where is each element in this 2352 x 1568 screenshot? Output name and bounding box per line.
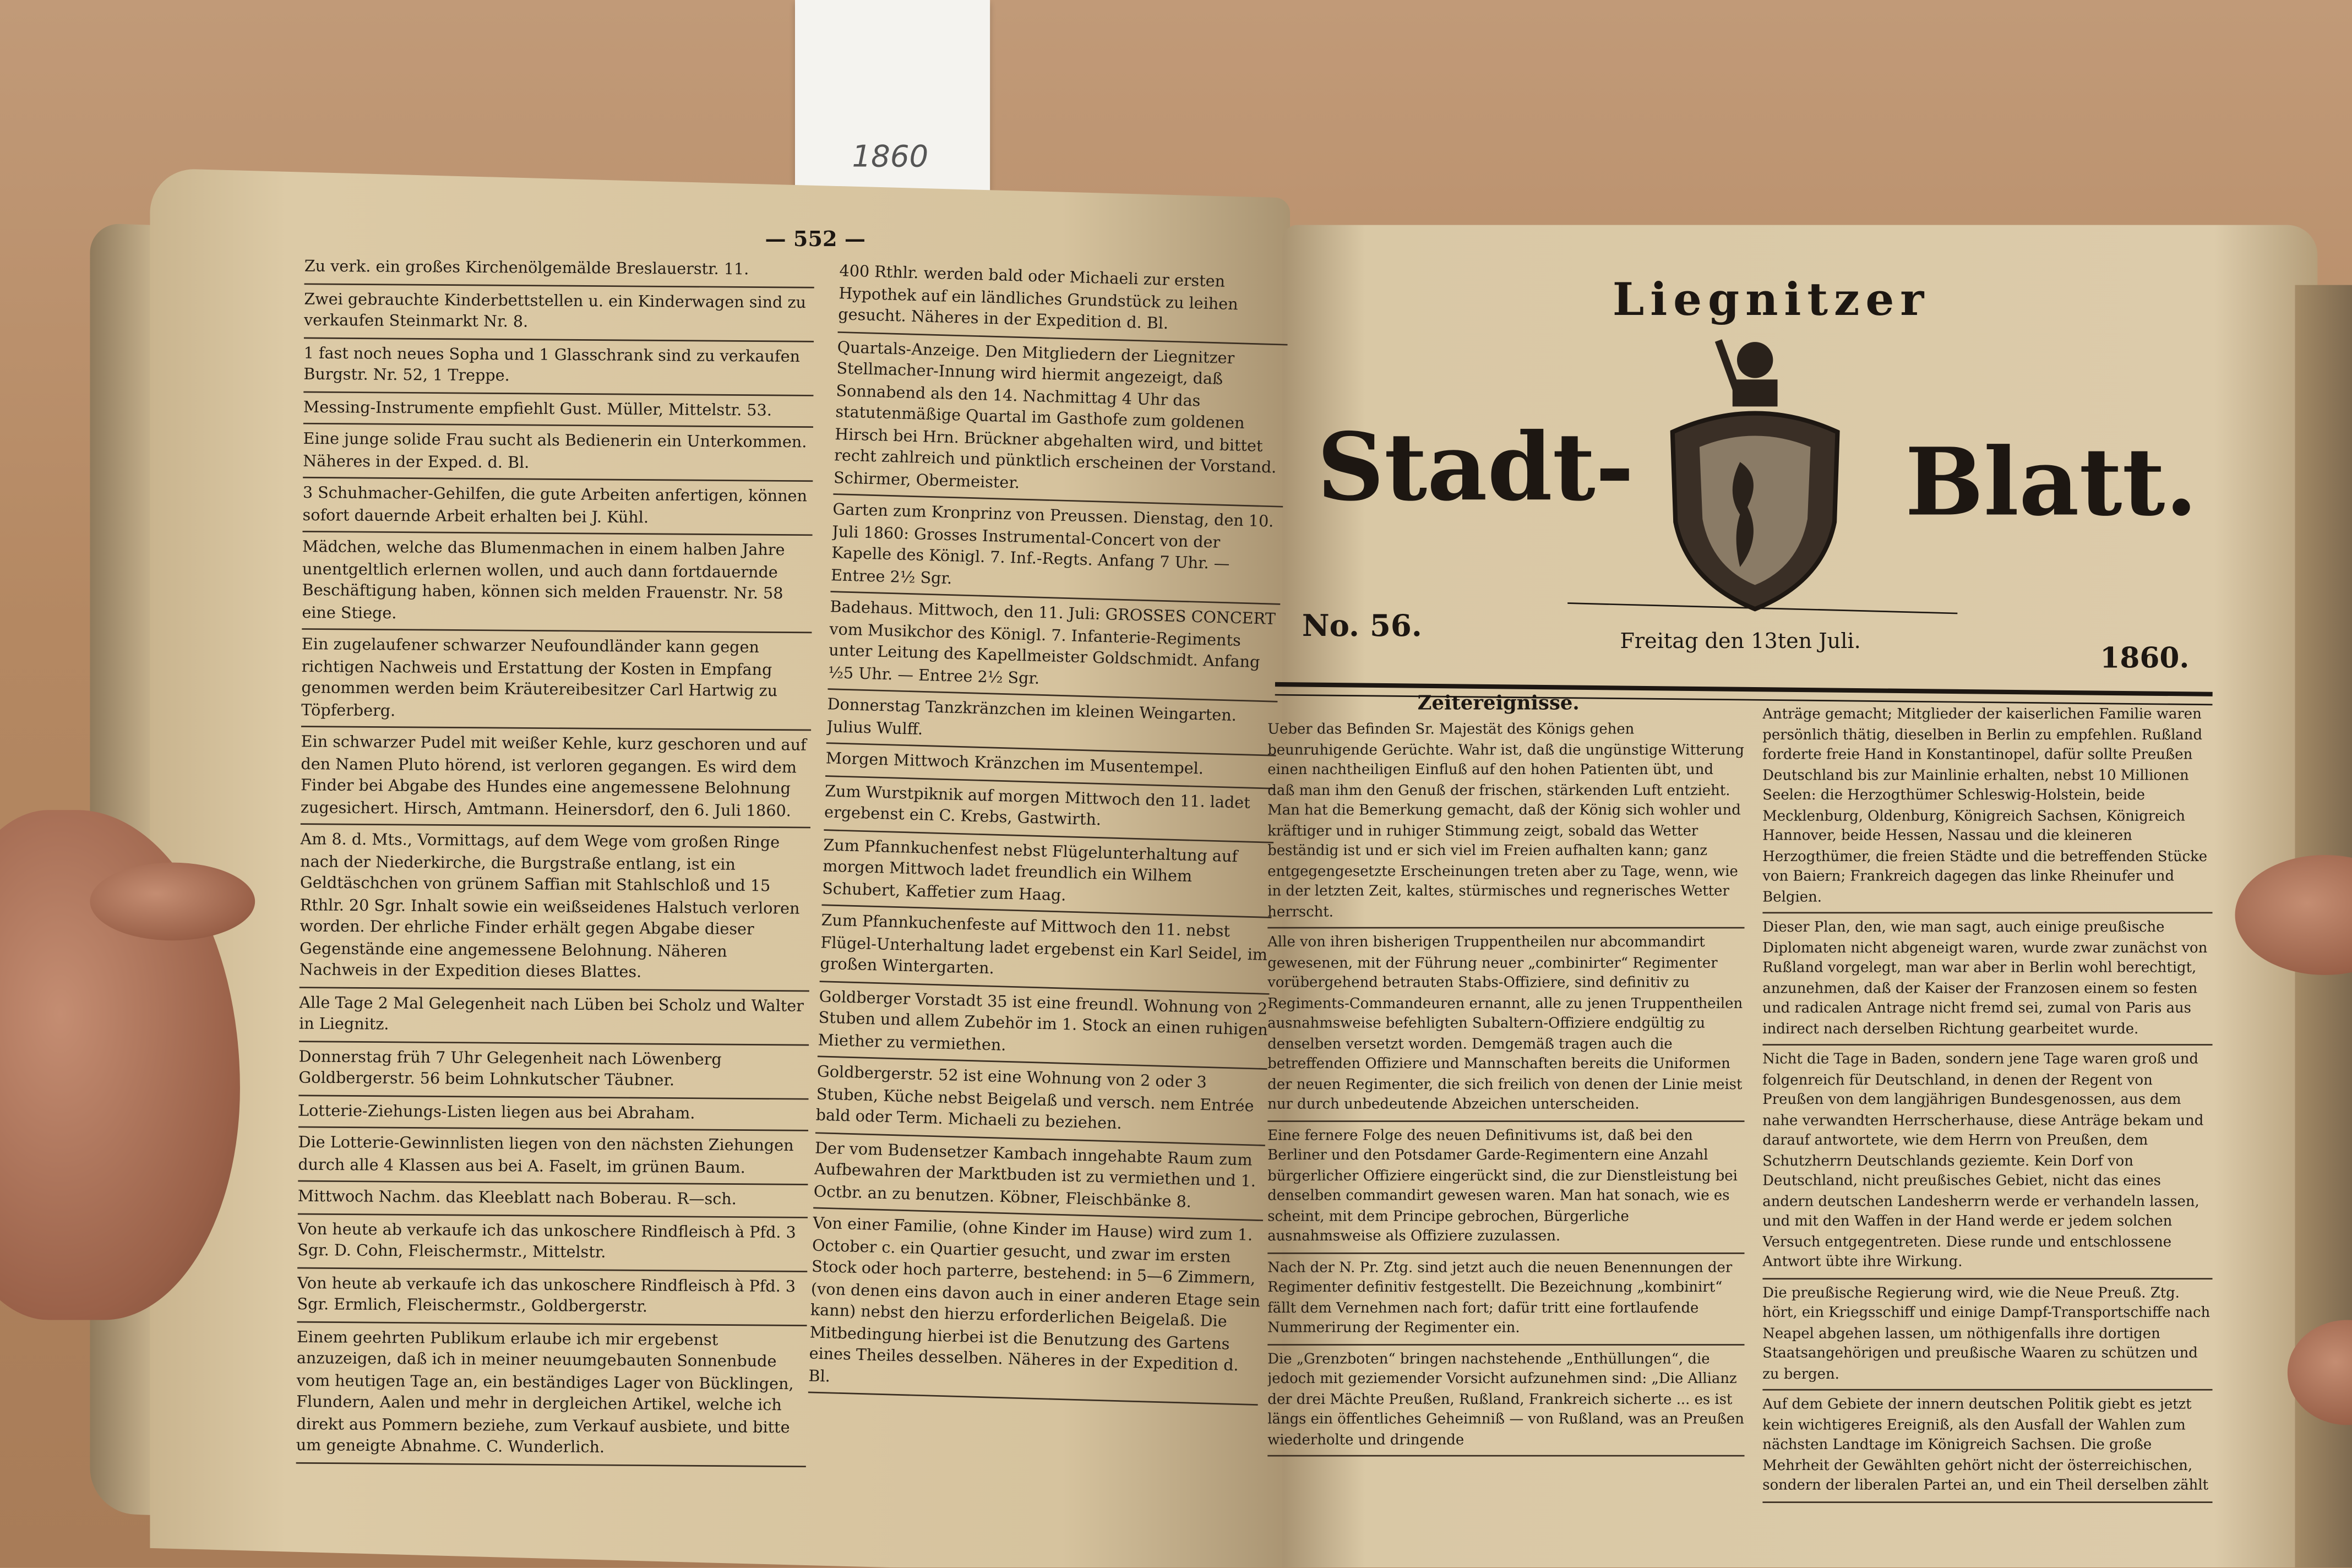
article-paragraph: Die „Grenzboten“ bringen nachstehende „Enthüllungen“, die jedoch mit geziemender Vorsicht aufzunehmen sind: „Die Allianz der drei Mächte Preußen, Rußland, Frankreich sicherte ... es ist längs ein öffentliches Geheimniß — von Rußland, was an Preußen wiederholte und dringende [1267, 1349, 1744, 1457]
article-paragraph: Donnerstag Tanzkränzchen im kleinen Weingarten. Julius Wulff. [826, 694, 1278, 756]
right-column-2 [1762, 705, 2212, 1560]
article-paragraph: Alle Tage 2 Mal Gelegenheit nach Lüben bei Scholz und Walter in Liegnitz. [299, 992, 809, 1045]
article-paragraph: Ein zugelaufener schwarzer Neufoundländer kann gegen richtigen Nachweis und Erstattung der Kosten in Empfang genommen werden beim Kräutereibesitzer Carl Hartwig zu Töpferberg. [301, 634, 812, 731]
article-paragraph: Von heute ab verkaufe ich das unkoschere Rindfleisch à Pfd. 3 Sgr. Ermlich, Fleischermstr., Goldbergerstr. [297, 1272, 807, 1325]
article-paragraph: Die Lotterie-Gewinnlisten liegen von den nächsten Ziehungen durch alle 4 Klassen aus bei A. Faselt, im grünen Baum. [298, 1132, 808, 1185]
masthead-liegnitzer: Liegnitzer [1612, 274, 1930, 327]
article-paragraph: Donnerstag früh 7 Uhr Gelegenheit nach Löwenberg Goldbergerstr. 56 beim Lohnkutscher Täubner. [298, 1046, 809, 1099]
article-paragraph: Morgen Mittwoch Kränzchen im Musentempel. [825, 748, 1276, 788]
issue-date: Freitag den 13ten Juli. [1620, 630, 1861, 654]
article-paragraph: Badehaus. Mittwoch, den 11. Juli: GROSSES CONCERT vom Musikchor des Königl. 7. Infanterie-Regiments unter Leitung des Kapellmeister Goldschmidt. Anfang ½5 Uhr. — Entree 2½ Sgr. [827, 597, 1280, 703]
left-thumb [90, 863, 255, 941]
left-column-1 [296, 256, 814, 1520]
article-paragraph: Dieser Plan, den, wie man sagt, auch einige preußische Diplomaten nicht abgeneigt waren, wurde zwar zunächst von Rußland vorgelegt, man war aber in Berlin wohl berechtigt, anzunehmen, daß der Kaiser der Franzosen einem so festen und radicalen Antrage nicht fremd sei, zumal von Paris aus indirect nach derselben Richtung gearbeitet wurde. [1762, 918, 2212, 1046]
article-paragraph: Lotterie-Ziehungs-Listen liegen aus bei Abraham. [298, 1100, 809, 1131]
article-paragraph: Von heute ab verkaufe ich das unkoschere Rindfleisch à Pfd. 3 Sgr. D. Cohn, Fleischermstr., Mittelstr. [297, 1218, 808, 1271]
article-paragraph: 1 fast noch neues Sopha und 1 Glasschrank sind zu verkaufen Burgstr. Nr. 52, 1 Treppe. [303, 342, 814, 395]
article-paragraph: Von einer Familie, (ohne Kinder im Hause) wird zum 1. October c. ein Quartier gesucht, und zwar im ersten Stock oder hoch parterre, bestehend: in 5—6 Zimmern, (von denen eins davon auch in einer anderen Etage sein kann) nebst den hierzu erforderlichen Beigelaß. Die Mitbedingung hierbei ist die Benutzung des Gartens eines Theiles desselben. Näheres in der Expedition d. Bl. [808, 1213, 1263, 1406]
article-paragraph: Ein schwarzer Pudel mit weißer Kehle, kurz geschoren und auf den Namen Pluto hörend, ist verloren gegangen. Es wird dem Finder bei Abgabe des Hundes eine angemessene Belohnung zugesichert. Hirsch, Amtmann. Heinersdorf, den 6. Juli 1860. [301, 732, 811, 828]
handwritten-year: 1860 [852, 138, 929, 175]
issue-number: No. 56. [1302, 607, 1422, 644]
page-number: — 552 — [765, 228, 865, 252]
article-paragraph: Zum Pfannkuchenfeste auf Mittwoch den 11. nebst Flügel-Unterhaltung ladet ergebenst ein Karl Seidel, im großen Wintergarten. [820, 910, 1272, 994]
article-paragraph: Zum Wurstpiknik auf morgen Mittwoch den 11. ladet ergebenst ein C. Krebs, Gastwirth. [824, 781, 1275, 843]
article-paragraph: Zum Pfannkuchenfest nebst Flügelunterhaltung auf morgen Mittwoch ladet freundlich ein Wilhem Schubert, Kaffetier zum Haag. [821, 835, 1273, 918]
right-column-1 [1267, 720, 1744, 1560]
article-paragraph: Auf dem Gebiete der innern deutschen Politik giebt es jetzt kein wichtigeres Ereigniß, als den Ausfall der Wahlen zum nächsten Landtage im Königreich Sachsen. Die große Mehrheit der Gewählten gehört nicht der österreichischen, sondern der liberalen Partei an, und ein Theil derselben zählt [1762, 1395, 2212, 1502]
article-paragraph: 3 Schuhmacher-Gehilfen, die gute Arbeiten anfertigen, können sofort dauernde Arbeit erhalten bei J. Kühl. [302, 483, 813, 536]
article-paragraph: Alle von ihren bisherigen Truppentheilen nur abcommandirt gewesenen, mit der Führung neuer „combinirter“ Regimenter vorübergehend betrauten Stabs-Offiziere, sind definitiv zu Regiments-Commandeuren ernannt, alle zu jenen Truppentheilen ausnahmsweise befehligten Subaltern-Offiziere endgültig zu denselben versetzt worden. Demgemäß tragen auch die betreffenden Offiziere und Mannschaften bereits die Uniformen der neuen Regimenter, die sich freilich von denen der Linie meist nur durch unbedeutende Abzeichen unterscheiden. [1267, 933, 1744, 1121]
article-paragraph: Eine fernere Folge des neuen Definitivums ist, daß bei den Berliner und den Potsdamer Garde-Regimentern eine Anzahl bürgerlicher Offiziere eingerückt sind, die zur Dienstleistung bei denselben commandirt gewesen waren. Man hat sonach, wie es scheint, mit dem Principe gebrochen, Bürgerliche ausnahmsweise als Offiziere zuzulassen. [1267, 1126, 1744, 1254]
article-paragraph: 400 Rthlr. werden bald oder Michaeli zur ersten Hypothek auf ein ländliches Grundstück zu leihen gesucht. Näheres in der Expedition d. Bl. [838, 261, 1290, 345]
article-paragraph: Ueber das Befinden Sr. Majestät des Königs gehen beunruhigende Gerüchte. Wahr ist, daß die ungünstige Witterung einen nachtheiligen Einfluß auf den hohen Patienten übt, und daß man ihm den Genuß der frischen, stärkenden Luft entzieht. Man hat die Bemerkung gemacht, daß der König sich wohler und kräftiger und in ruhiger Stimmung zeigt, sobald das Wetter beständig ist und er sich viel im Freien aufhalten kann; ganz entgegengesetzte Erscheinungen treten aber zu Tage, wenn, wie in der letzten Zeit, kaltes, stürmisches und regnerisches Wetter herrscht. [1267, 720, 1744, 929]
article-paragraph: Goldberger Vorstadt 35 ist eine freundl. Wohnung von 2 Stuben und allem Zubehör im 1. Stock an einen ruhigen Miether zu vermiethen. [818, 986, 1270, 1070]
paper-label-tag [795, 0, 990, 192]
article-paragraph: Garten zum Kronprinz von Preussen. Dienstag, den 10. Juli 1860: Grosses Instrumental-Concert von der Kapelle des Königl. 7. Inf.-Regts. Anfang 7 Uhr. — Entree 2½ Sgr. [830, 499, 1283, 605]
article-paragraph: Nicht die Tage in Baden, sondern jene Tage waren groß und folgenreich für Deutschland, in denen der Regent von Preußen von dem langjährigen Bundesgenossen, aus dem nahe verwandten Herrscherhause, diese Anträge bekam und darauf antwortete, wie dem Herrn von Preußen, dem Schutzherrn Deutschlands geziemte. Kein Dorf von Deutschland, nicht preußisches Gebiet, nicht das eines andern deutschen Landesherrn werde er verhandeln lassen, und mit den Waffen in der Hand werde er jedem solchen Versuch entgegentreten. Diese runde und entschlossene Antwort übte ihre Wirkung. [1762, 1050, 2212, 1278]
article-paragraph: Nach der N. Pr. Ztg. sind jetzt auch die neuen Benennungen der Regimenter definitiv festgestellt. Die Bezeichnung „kombinirt“ fällt dem Vernehmen nach fort; dafür tritt eine fortlaufende Nummerirung der Regimenter ein. [1267, 1257, 1744, 1344]
left-column-2 [804, 261, 1289, 1533]
coat-of-arms-icon [1642, 327, 1868, 612]
article-paragraph: Am 8. d. Mts., Vormittags, auf dem Wege vom großen Ringe nach der Niederkirche, die Burgstraße entlang, ist ein Geldtäschchen von grünem Saffian mit Stahlschloß und 15 Rthlr. 20 Sgr. Inhalt sowie ein weißseidenes Halstuch verloren worden. Der ehrliche Finder erhält gegen Abgabe dieser Gegenstände eine angemessene Belohnung. Näheren Nachweis in der Expedition dieses Blattes. [300, 829, 810, 991]
article-paragraph: Die preußische Regierung wird, wie die Neue Preuß. Ztg. hört, ein Kriegsschiff und einige Dampf-Transportschiffe nach Neapel abgehen lassen, um nöthigenfalls ihre dortigen Staatsangehörigen und preußische Waaren zu schützen und zu bergen. [1762, 1283, 2212, 1391]
article-paragraph: Goldbergerstr. 52 ist eine Wohnung von 2 oder 3 Stuben, Küche nebst Beigelaß und versch. nem Entrée bald oder Term. Michaeli zu beziehen. [815, 1061, 1267, 1145]
masthead-blatt: Blatt. [1905, 427, 2198, 537]
section-title: Zeitereignisse. [1417, 693, 1580, 716]
article-paragraph: Eine junge solide Frau sucht als Bedienerin ein Unterkommen. Näheres in der Exped. d. Bl. [303, 429, 813, 482]
article-paragraph: Mittwoch Nachm. das Kleeblatt nach Boberau. R—sch. [298, 1186, 808, 1218]
article-paragraph: Mädchen, welche das Blumenmachen in einem halben Jahre unentgeltlich erlernen wollen, und auch dann fortdauernde Beschäftigung haben, können sich melden Frauenstr. Nr. 58 eine Stiege. [302, 537, 812, 633]
article-paragraph: Anträge gemacht; Mitglieder der kaiserlichen Familie waren persönlich thätig, dieselben in Berlin zu empfehlen. Rußland forderte freie Hand in Konstantinopel, dafür sollte Preußen Deutschland bis zur Mainlinie erhalten, nebst 10 Millionen Seelen: die Herzogthümer Schleswig-Holstein, beide Mecklenburg, Oldenburg, Königreich Sachsen, Königreich Hannover, beide Hessen, Nassau und die kleineren Herzogthümer, die freien Städte und die betreffenden Stücke von Baiern; Frankreich dagegen das linke Rheinufer und Belgien. [1762, 705, 2212, 914]
masthead-stadt: Stadt- [1317, 412, 1634, 522]
issue-year: 1860. [2100, 642, 2190, 676]
article-paragraph: Messing-Instrumente empfiehlt Gust. Müller, Mittelstr. 53. [303, 396, 814, 428]
article-paragraph: Quartals-Anzeige. Den Mitgliedern der Liegnitzer Stellmacher-Innung wird hiermit angezeigt, daß Sonnabend als den 14. Nachmittag 4 Uhr das statutenmäßige Quartal im Gasthofe zum goldenen Hirsch bei Hrn. Brückner abgehalten wird, und bittet recht zahlreich und pünktlich erscheinen der Vorstand. Schirmer, Obermeister. [833, 337, 1287, 508]
article-paragraph: Zwei gebrauchte Kinderbettstellen u. ein Kinderwagen sind zu verkaufen Steinmarkt Nr. 8. [304, 288, 814, 341]
article-paragraph: Der vom Budensetzer Kambach inngehabte Raum zum Aufbewahren der Marktbuden ist zu vermiethen und 1. Octbr. an zu benutzen. Köbner, Fleischbänke 8. [813, 1137, 1265, 1221]
article-paragraph: Einem geehrten Publikum erlaube ich mir ergebenst anzuzeigen, daß ich in meiner neuumgebauten Sonnenbude vom heutigen Tage an, ein beständiges Lager von Bücklingen, Flundern, Aalen und mehr in dergleichen Artikel, welche ich direkt aus Pommern beziehe, zum Verkauf ausbiete, und bitte um geneigte Abnahme. C. Wunderlich. [296, 1326, 807, 1466]
article-paragraph: Zu verk. ein großes Kirchenölgemälde Breslauerstr. 11. [304, 256, 815, 287]
